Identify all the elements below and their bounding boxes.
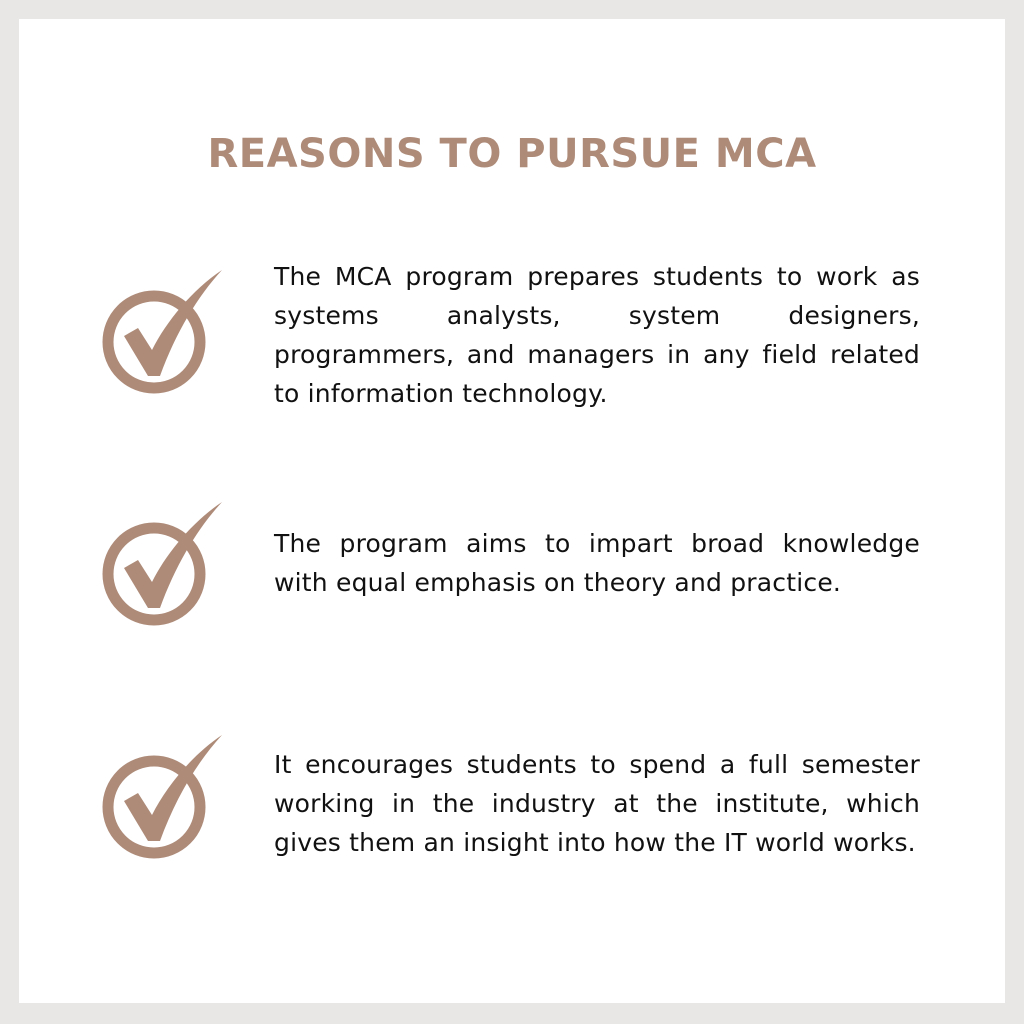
reason-text: The program aims to impart broad knowledge with equal emphasis on theory and practice. (274, 529, 920, 597)
page-title: REASONS TO PURSUE MCA (207, 131, 817, 177)
reason-text: It encourages students to spend a full semester working in the industry at the institute, which gives them an insight into how the IT world works. (274, 750, 920, 857)
check-circle-icon (100, 500, 228, 628)
check-circle-icon (100, 268, 228, 396)
reason-text: The MCA program prepares students to work as systems analysts, system designers, programmers, and managers in any field related to information technology. (274, 262, 920, 408)
check-circle-icon (100, 733, 228, 861)
